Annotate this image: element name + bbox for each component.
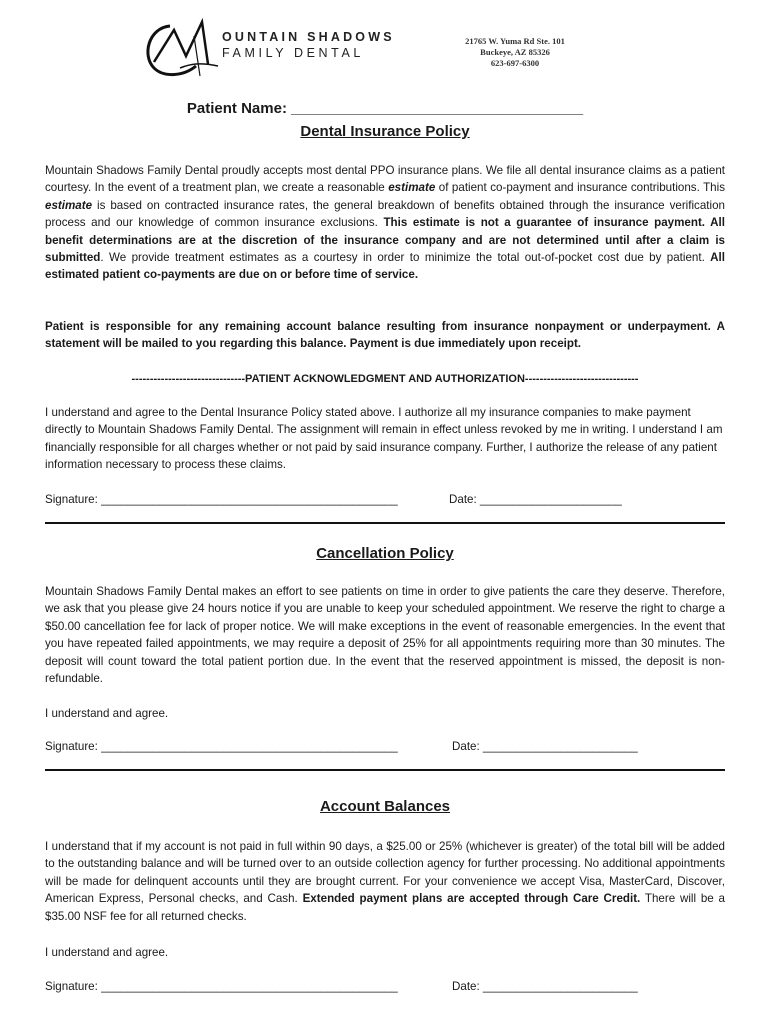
acknowledgment-signature-field[interactable]: Signature: ______________________________________________ (45, 493, 398, 506)
practice-address (440, 36, 590, 69)
insurance-bold-text: All estimated patient co-payments are due on or before time of service. (45, 251, 725, 282)
cancellation-policy-paragraph: Mountain Shadows Family Dental makes an effort to see patients on time in order to give patients the care they deserve. Therefore, we ask that you please give 24 hours notice if you are unable to keep your scheduled appointment. We reserve the right to charge a $50.00 cancellation fee for lack of proper notice. We will make exceptions in the event of reasonable emergencies. In the event that you have repeated failed appointments, we may require a deposit of 25% for all appointments requiring more than 30 minutes. The deposit will count toward the total patient portion due. In the event that the reserved appointment is missed, the deposit is non-refundable. (45, 585, 725, 686)
balances-text: There will be a $35.00 NSF fee for all returned checks. (45, 892, 726, 923)
account-balances-title: Account Balances (319, 798, 451, 815)
cancellation-signature-field[interactable]: Signature: ______________________________________________ (45, 740, 398, 753)
acknowledgment-paragraph: I understand and agree to the Dental Insurance Policy stated above. I authorize all my insurance companies to make payment directly to Mountain Shadows Family Dental. The assignment will remain in effect unless revoked by me in writing. I understand I am financially responsible for all charges whether or not paid by said insurance company. Further, I authorize the release of any patient information necessary to process these claims. (45, 406, 723, 472)
balances-signature-field[interactable]: Signature: ______________________________________________ (45, 980, 398, 993)
insurance-text: . We provide treatment estimates as a courtesy in order to minimize the total out-of-pocket cost due by patient. (100, 251, 711, 265)
balances-bold-text: Extended payment plans are accepted through Care Credit. (302, 892, 641, 906)
estimate-emphasis: estimate (45, 198, 93, 212)
insurance-policy-paragraph (45, 162, 725, 284)
address-city: Buckeye, AZ 85326 (480, 47, 550, 57)
insurance-policy-title: Dental Insurance Policy (300, 123, 470, 140)
brand-name: OUNTAIN SHADOWS (222, 30, 395, 44)
estimate-emphasis: estimate (388, 181, 436, 195)
acknowledgment-date-field[interactable]: Date: ______________________ (449, 493, 622, 506)
account-balances-paragraph (45, 838, 725, 925)
brand-subtitle: FAMILY DENTAL (222, 46, 364, 60)
insurance-text: Mountain Shadows Family Dental proudly accepts most dental PPO insurance plans. We file all dental insurance claims as a patient courtesy. In the event of a treatment plan, we create a reasonable (45, 164, 725, 195)
address-street: 21765 W. Yuma Rd Ste. 101 (465, 36, 565, 46)
insurance-responsibility-paragraph: Patient is responsible for any remaining account balance resulting from insurance nonpayment or underpayment. A statement will be mailed to you regarding this balance. Payment is due immediately upon receipt. (45, 320, 725, 351)
cancellation-date-field[interactable]: Date: ________________________ (452, 740, 638, 753)
balances-date-field[interactable]: Date: ________________________ (452, 980, 638, 993)
patient-name-field[interactable]: Patient Name: ___________________________________ (186, 100, 584, 117)
insurance-text: of patient co-payment and insurance contributions. This (435, 181, 725, 195)
acknowledgment-heading: -------------------------------PATIENT ACKNOWLEDGMENT AND AUTHORIZATION------------------------------- (131, 373, 639, 385)
balances-agreement-text: I understand and agree. (45, 946, 169, 959)
practice-logo (140, 16, 430, 86)
section-divider (45, 769, 725, 771)
cancellation-policy-title: Cancellation Policy (316, 545, 454, 562)
cancellation-agreement-text: I understand and agree. (45, 707, 169, 720)
balances-text: I understand that if my account is not paid in full within 90 days, a $25.00 or 25% (whichever is greater) of the total bill will be added to the outstanding balance and will be turned over to an outside collection agency for further processing. No additional appointments will be made for delinquent accounts until they are brought current. For your convenience we accept Visa, MasterCard, Discover, American Express, Personal checks, and Cash. (45, 840, 725, 906)
address-phone: 623-697-6300 (490, 58, 540, 68)
insurance-bold-text: This estimate is not a guarantee of insurance payment. All benefit determinations are at the discretion of the insurance company and are not determined until after a claim is submitted (45, 216, 725, 265)
section-divider (45, 522, 725, 524)
insurance-text: is based on contracted insurance rates, the general breakdown of benefits obtained through the insurance verification process and our knowledge of common insurance exclusions. (45, 198, 725, 230)
